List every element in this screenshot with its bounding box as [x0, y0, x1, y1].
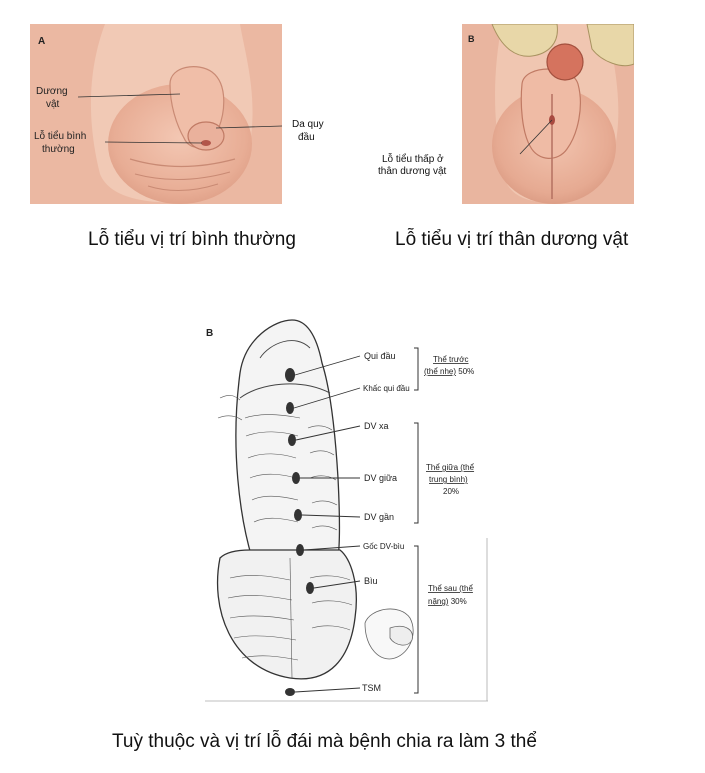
panel-a-letter: A — [38, 36, 46, 47]
meatus-dot-mid — [292, 472, 300, 484]
shaft-meatus-label — [378, 154, 446, 178]
classification-illustration — [200, 318, 490, 703]
label-penoscrotal: Gốc DV-bìu — [363, 542, 405, 551]
shaft-meatus-figure — [462, 24, 634, 204]
label-distal-shaft: DV xa — [364, 421, 389, 431]
meatus-dot-perineal — [285, 688, 295, 696]
meatus-dot-coronal — [286, 402, 294, 414]
foreskin-label-line2: đầu — [298, 132, 315, 143]
label-glans: Qui đầu — [364, 351, 396, 361]
normal-meatus-figure — [30, 24, 282, 204]
label-proximal-shaft: DV gần — [364, 512, 395, 522]
caption-shaft-meatus: Lỗ tiểu vị trí thân dương vật — [395, 229, 629, 250]
normal-meatus-illustration — [30, 24, 282, 204]
meatus-dot-penoscrotal — [296, 544, 304, 556]
label-scrotal: Bìu — [364, 576, 378, 586]
caption-classification: Tuỳ thuộc và vị trí lỗ đái mà bệnh chia ra làm 3 thể — [112, 731, 537, 752]
panel-b-letter: B — [468, 34, 475, 44]
penis-label-line2: vật — [46, 99, 60, 110]
meatus-dot-glans — [285, 368, 295, 382]
shaft-meatus-label-line2: thân dương vật — [378, 166, 447, 177]
normal-meatus-dot — [201, 140, 211, 146]
penis-label-line1: Dương — [36, 86, 68, 97]
group-anterior-line2: (thể nhẹ) 50% — [424, 367, 475, 376]
label-perineal: TSM — [362, 683, 381, 693]
panel-bottom-letter: B — [206, 328, 214, 339]
group-posterior-line1: Thể sau (thể — [428, 584, 473, 593]
label-coronal: Khấc qui đầu — [363, 384, 410, 393]
meatus-label-line2: thường — [42, 144, 75, 155]
foreskin-label — [292, 118, 324, 144]
meatus-dot-scrotal — [306, 582, 314, 594]
classification-figure — [200, 318, 490, 703]
meatus-dot-proximal — [294, 509, 302, 521]
glans-shape-b — [547, 44, 583, 80]
meatus-label-line1: Lỗ tiểu bình — [34, 131, 87, 142]
shaft-meatus-illustration — [462, 24, 634, 204]
group-anterior-line1: Thể trước — [433, 355, 469, 364]
meatus-dot-distal — [288, 434, 296, 446]
foreskin-label-line1: Da quy — [292, 119, 324, 130]
caption-normal-meatus: Lỗ tiểu vị trí bình thường — [88, 229, 296, 250]
group-middle-line1: Thể giữa (thể — [426, 463, 475, 472]
group-middle-line3: 20% — [443, 487, 460, 496]
shaft-meatus-label-line1: Lỗ tiểu thấp ở — [382, 154, 444, 165]
group-middle-line2: trung bình) — [429, 475, 468, 484]
group-posterior-line2: nặng) 30% — [428, 597, 467, 606]
label-mid-shaft: DV giữa — [364, 473, 398, 483]
